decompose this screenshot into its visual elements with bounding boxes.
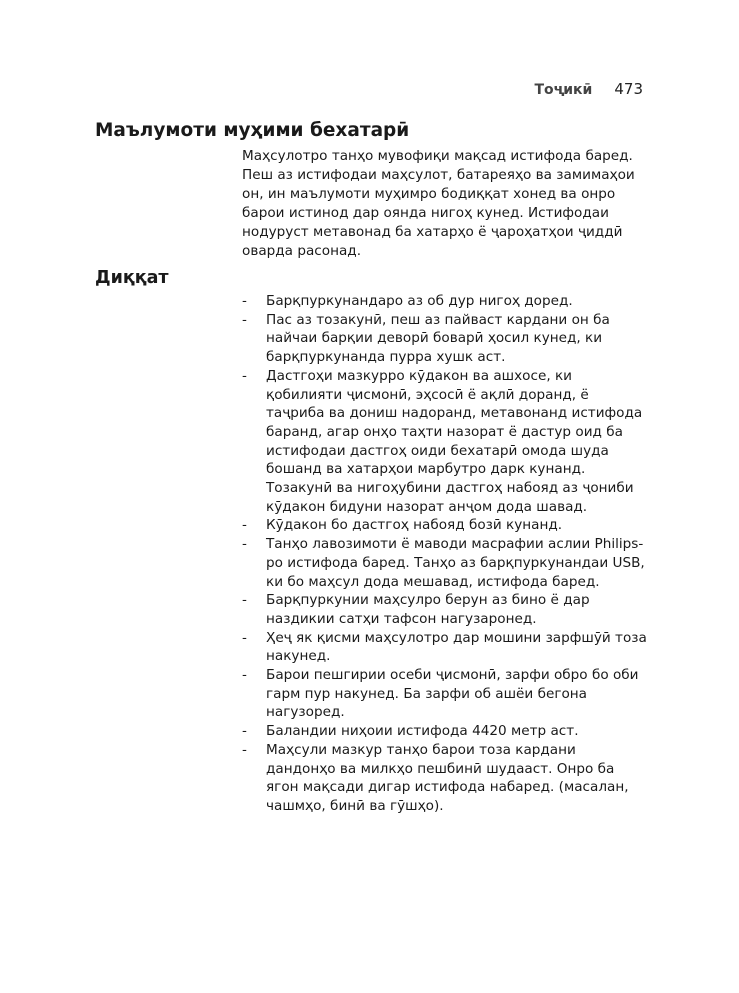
list-item xyxy=(242,629,647,666)
page-header xyxy=(534,80,643,98)
bullet-dash: - xyxy=(242,536,247,553)
list-item xyxy=(242,367,647,517)
bullet-dash: - xyxy=(242,667,247,684)
section-title: Маълумоти муҳими бехатарӣ xyxy=(95,120,410,141)
language-label: Тоҷикӣ xyxy=(534,82,593,98)
bullet-dash: - xyxy=(242,367,247,384)
list-item xyxy=(242,591,647,628)
list-item xyxy=(242,311,647,367)
caution-title: Диққат xyxy=(95,268,169,288)
caution-list xyxy=(242,292,647,816)
page-number: 473 xyxy=(614,80,643,98)
bullet-dash: - xyxy=(242,629,247,646)
bullet-dash: - xyxy=(242,311,247,328)
list-item xyxy=(242,722,647,741)
bullet-dash: - xyxy=(242,741,247,758)
list-item-text: Барои пешгирии осеби ҷисмонӣ, зарфи обро бо оби гарм пур накунед. Ба зарфи об ашёи бегона нагузоред. xyxy=(266,667,639,721)
list-item-text: Танҳо лавозимоти ё маводи масрафии аслии Philips-ро истифода баред. Танҳо аз барқпуркунандаи USB, ки бо маҳсул дода мешавад, истифода баред. xyxy=(266,536,645,590)
list-item xyxy=(242,292,647,311)
list-item-text: Маҳсули мазкур танҳо барои тоза кардани дандонҳо ва милкҳо пешбинӣ шудааст. Онро ба ягон мақсади дигар истифода набаред. (масалан, чашмҳо, бинӣ ва гӯшҳо). xyxy=(266,741,629,814)
list-item xyxy=(242,535,647,591)
list-item xyxy=(242,516,647,535)
list-item-text: Барқпуркунии маҳсулро берун аз бино ё дар наздикии сатҳи тафсон нагузаронед. xyxy=(266,592,590,627)
list-item-text: Кӯдакон бо дастгоҳ набояд бозӣ кунанд. xyxy=(266,517,563,534)
list-item-text: Барқпуркунандаро аз об дур нигоҳ доред. xyxy=(266,293,573,309)
bullet-dash: - xyxy=(242,517,247,534)
list-item-text: Пас аз тозакунӣ, пеш аз пайваст кардани он ба найчаи барқии деворӣ боварӣ ҳосил кунед, ки барқпуркунанда пурра хушк аст. xyxy=(266,311,610,366)
bullet-dash: - xyxy=(242,293,247,309)
list-item-text: Дастгоҳи мазкурро кӯдакон ва ашхосе, ки қобилияти ҷисмонӣ, эҳсосӣ ё ақлӣ доранд, ё таҷриба ва дониш надоранд, метавонанд истифода баранд, агар онҳо таҳти назорат ё дастур оид ба истифодаи дастгоҳ оиди бехатарӣ омода шуда бошанд ва хатарҳои марбутро дарк кунанд. Тозакунӣ ва нигоҳубини дастгоҳ набояд аз ҷониби кӯдакон бидуни назорат анҷом дода шавад. xyxy=(266,367,643,515)
list-item-text: Ҳеҷ як қисми маҳсулотро дар мошини зарфшӯӣ тоза накунед. xyxy=(266,629,647,665)
bullet-dash: - xyxy=(242,723,247,740)
list-item xyxy=(242,741,647,816)
bullet-dash: - xyxy=(242,592,247,609)
list-item-text: Баландии ниҳоии истифода 4420 метр аст. xyxy=(266,723,579,740)
list-item xyxy=(242,666,647,722)
intro-paragraph: Маҳсулотро танҳо мувофиқи мақсад истифода баред. Пеш аз истифодаи маҳсулот, батареяҳо ва замимаҳои он, ин маълумоти муҳимро бодиққат хонед ва онро барои истинод дар оянда нигоҳ кунед. Истифодаи нодуруст метавонад ба хатарҳо ё ҷароҳатҳои ҷиддӣ оварда расонад. xyxy=(242,148,635,259)
